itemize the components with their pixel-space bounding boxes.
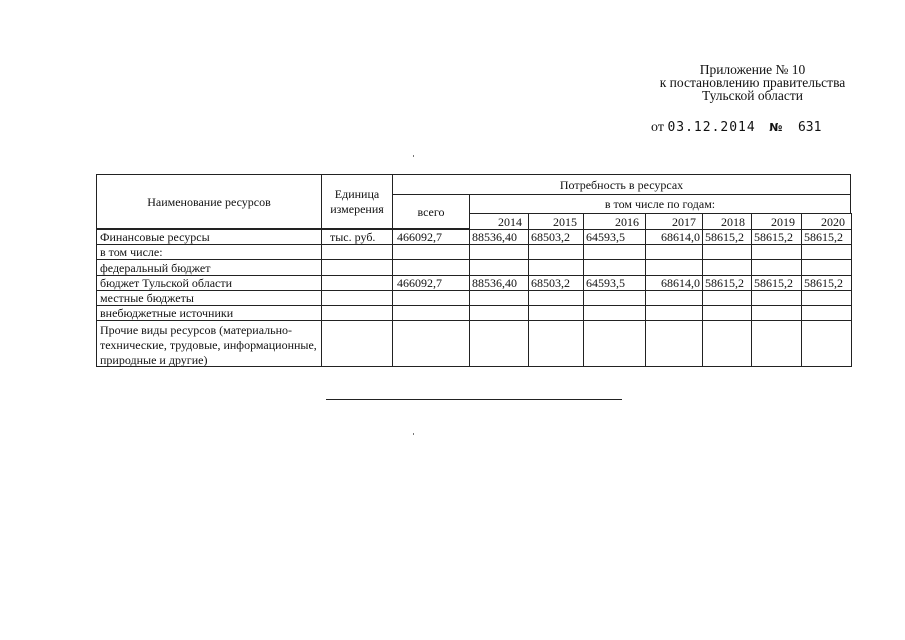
year-header-2017: 2017: [645, 213, 703, 230]
header-total: всего: [392, 194, 470, 229]
row-name: Финансовые ресурсы: [96, 229, 322, 245]
header-by-years: в том числе по годам:: [469, 194, 851, 214]
row-name: федеральный бюджет: [96, 259, 322, 276]
year-header-2015: 2015: [528, 213, 584, 230]
row-value-2015: [528, 259, 584, 276]
row-value-2014: [469, 290, 529, 306]
header-resource-name: Наименование ресурсов: [96, 174, 322, 229]
row-total: 466092,7: [392, 229, 470, 245]
row-value-2017: [645, 244, 703, 260]
row-value-2014: [469, 244, 529, 260]
row-total: [392, 320, 470, 367]
row-value-2015: [528, 320, 584, 367]
year-header-2014: 2014: [469, 213, 529, 230]
year-header-2016: 2016: [583, 213, 646, 230]
row-unit: [321, 275, 393, 291]
scan-speck: [413, 155, 414, 157]
row-value-2014: [469, 305, 529, 321]
scan-speck: [413, 433, 414, 435]
row-value-2020: [801, 290, 852, 306]
row-value-2020: 58615,2: [801, 229, 852, 245]
row-value-2019: [751, 305, 802, 321]
row-value-2020: [801, 259, 852, 276]
row-value-2015: [528, 305, 584, 321]
appendix-subtitle: к постановлению правительства: [659, 75, 846, 90]
year-header-2019: 2019: [751, 213, 802, 230]
row-unit: [321, 320, 393, 367]
row-value-2016: [583, 290, 646, 306]
row-value-2017: [645, 305, 703, 321]
row-value-2020: [801, 320, 852, 367]
row-value-2017: [645, 320, 703, 367]
row-value-2017: 68614,0: [645, 275, 703, 291]
row-value-2015: 68503,2: [528, 275, 584, 291]
row-value-2019: [751, 259, 802, 276]
resolution-number: 631: [797, 120, 822, 135]
row-unit: [321, 290, 393, 306]
row-value-2016: 64593,5: [583, 275, 646, 291]
number-sign: №: [769, 121, 783, 134]
row-value-2016: [583, 244, 646, 260]
row-value-2016: [583, 305, 646, 321]
row-value-2018: [702, 244, 752, 260]
row-value-2014: 88536,40: [469, 229, 529, 245]
year-header-2020: 2020: [801, 213, 852, 230]
row-name: местные бюджеты: [96, 290, 322, 306]
row-value-2018: 58615,2: [702, 275, 752, 291]
row-value-2019: [751, 290, 802, 306]
row-value-2015: [528, 244, 584, 260]
row-value-2017: [645, 290, 703, 306]
row-value-2020: 58615,2: [801, 275, 852, 291]
row-total: [392, 305, 470, 321]
row-value-2019: 58615,2: [751, 275, 802, 291]
row-value-2018: [702, 290, 752, 306]
row-value-2017: [645, 259, 703, 276]
row-total: [392, 290, 470, 306]
row-value-2016: 64593,5: [583, 229, 646, 245]
row-value-2019: [751, 320, 802, 367]
row-name: внебюджетные источники: [96, 305, 322, 321]
row-unit: [321, 259, 393, 276]
closing-rule: [326, 399, 622, 400]
row-total: [392, 244, 470, 260]
row-value-2020: [801, 244, 852, 260]
row-value-2020: [801, 305, 852, 321]
row-name: в том числе:: [96, 244, 322, 260]
row-value-2019: 58615,2: [751, 229, 802, 245]
row-name: Прочие виды ресурсов (материально-технические, трудовые, информационные, природные и другие): [96, 320, 322, 367]
header-resource-need: Потребность в ресурсах: [392, 174, 851, 195]
row-unit: [321, 305, 393, 321]
row-value-2015: 68503,2: [528, 229, 584, 245]
row-value-2018: [702, 320, 752, 367]
appendix-region: Тульской области: [702, 88, 803, 103]
row-value-2018: [702, 305, 752, 321]
row-unit: [321, 244, 393, 260]
row-value-2019: [751, 244, 802, 260]
row-value-2014: [469, 320, 529, 367]
row-value-2018: [702, 259, 752, 276]
appendix-title: Приложение № 10: [699, 62, 806, 77]
resolution-date: 03.12.2014: [667, 120, 756, 135]
year-header-2018: 2018: [702, 213, 752, 230]
date-prefix: от: [651, 120, 664, 135]
row-value-2017: 68614,0: [645, 229, 703, 245]
row-value-2016: [583, 320, 646, 367]
row-total: [392, 259, 470, 276]
row-value-2016: [583, 259, 646, 276]
header-unit: Единица измерения: [321, 174, 393, 229]
row-value-2014: 88536,40: [469, 275, 529, 291]
row-unit: тыс. руб.: [321, 229, 393, 245]
row-value-2015: [528, 290, 584, 306]
row-value-2018: 58615,2: [702, 229, 752, 245]
row-name: бюджет Тульской области: [96, 275, 322, 291]
row-total: 466092,7: [392, 275, 470, 291]
row-value-2014: [469, 259, 529, 276]
